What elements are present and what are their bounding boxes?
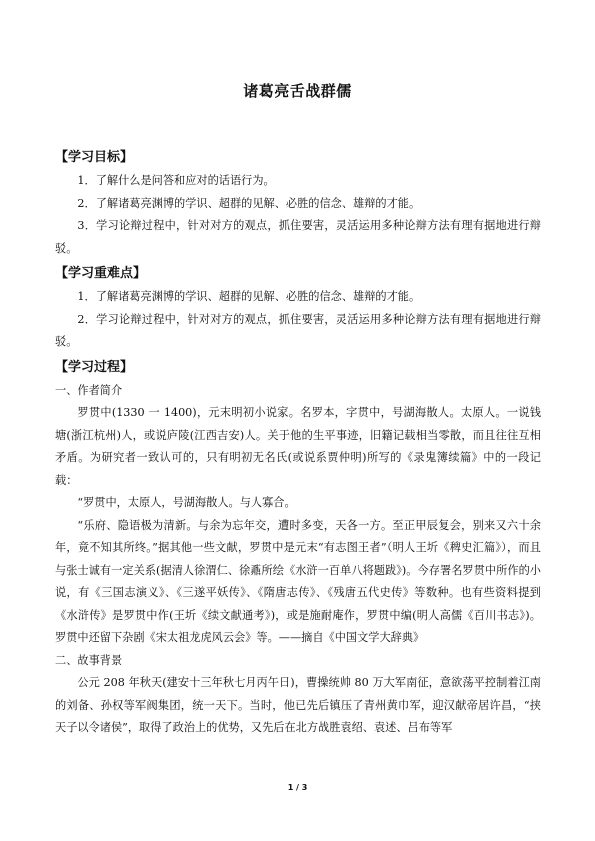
subheading-author: 一、作者简介 bbox=[55, 383, 123, 397]
author-paragraph: 罗贯中(1330 一 1400)，元末明初小说家。名罗本，字贯中，号湖海散人。太原人。一说钱塘(浙江杭州)人，或说庐陵(江西吉安)人。关于他的生平事迹，旧籍记载相当零散，而且往往互相矛盾。为研究者一致认可的，只有明初无名氏(或说系贾仲明)所写的《录鬼簿续篇》中的一段记载： bbox=[55, 406, 541, 487]
author-quote: “罗贯中，太原人，号湖海散人。与人寡合。 bbox=[77, 496, 296, 509]
page-title: 诸葛亮舌战群儒 bbox=[243, 82, 352, 100]
section-heading-process: 【学习过程】 bbox=[55, 359, 134, 375]
section-heading-key-points: 【学习重难点】 bbox=[55, 266, 147, 281]
document-body bbox=[55, 146, 541, 740]
goal-item: 2．了解诸葛亮渊博的学识、超群的见解、必胜的信念、雄辩的才能。 bbox=[77, 196, 421, 210]
author-paragraph: “乐府、隐语极为清新。与余为忘年交，遭时多变，天各一方。至正甲辰复会，别来又六十余年，竟不知其所终。”据其他一些文献，罗贯中是元末“有志图王者”（明人王圻《稗史汇篇》），而且与张士诚有一定关系(据清人徐渭仁、徐鼒所绘《水浒一百单八将题跋》)。今存署名罗贯中所作的小说，有《三国志演义》、《三遂平妖传》、《隋唐志传》、《残唐五代史传》等数种。也有些资料提到《水浒传》是罗贯中作(王圻《续文献通考》)，或是施耐庵作，罗贯中编(明人高儒《百川书志》)。罗贯中还留下杂剧《宋太祖龙虎风云会》等。——摘自《中国文学大辞典》 bbox=[55, 518, 541, 644]
key-point-item: 1．了解诸葛亮渊博的学识、超群的见解、必胜的信念、雄辩的才能。 bbox=[77, 290, 421, 303]
page-number: 1 / 3 bbox=[287, 783, 308, 792]
background-paragraph: 公元 208 年秋天(建安十三年秋七月丙午日)，曹操统帅 80 万大军南征，意欲荡平控制着江南的刘备、孙权等军阀集团，统一天下。当时，他已先后镇压了青州黄巾军，迎汉献帝居许昌，“挟天子以令诸侯”，取得了政治上的优势，又先后在北方战胜袁绍、袁述、吕布等军 bbox=[55, 676, 541, 734]
goal-item: 3．学习论辩过程中，针对对方的观点，抓住要害，灵活运用多种论辩方法有理有据地进行辩驳。 bbox=[55, 219, 541, 255]
subheading-background: 二、故事背景 bbox=[55, 653, 123, 667]
key-point-item: 2．学习论辩过程中，针对对方的观点，抓住要害，灵活运用多种论辩方法有理有据地进行辩驳。 bbox=[55, 312, 541, 348]
goal-item: 1．了解什么是问答和应对的话语行为。 bbox=[77, 174, 275, 187]
section-heading-goals: 【学习目标】 bbox=[55, 150, 134, 165]
